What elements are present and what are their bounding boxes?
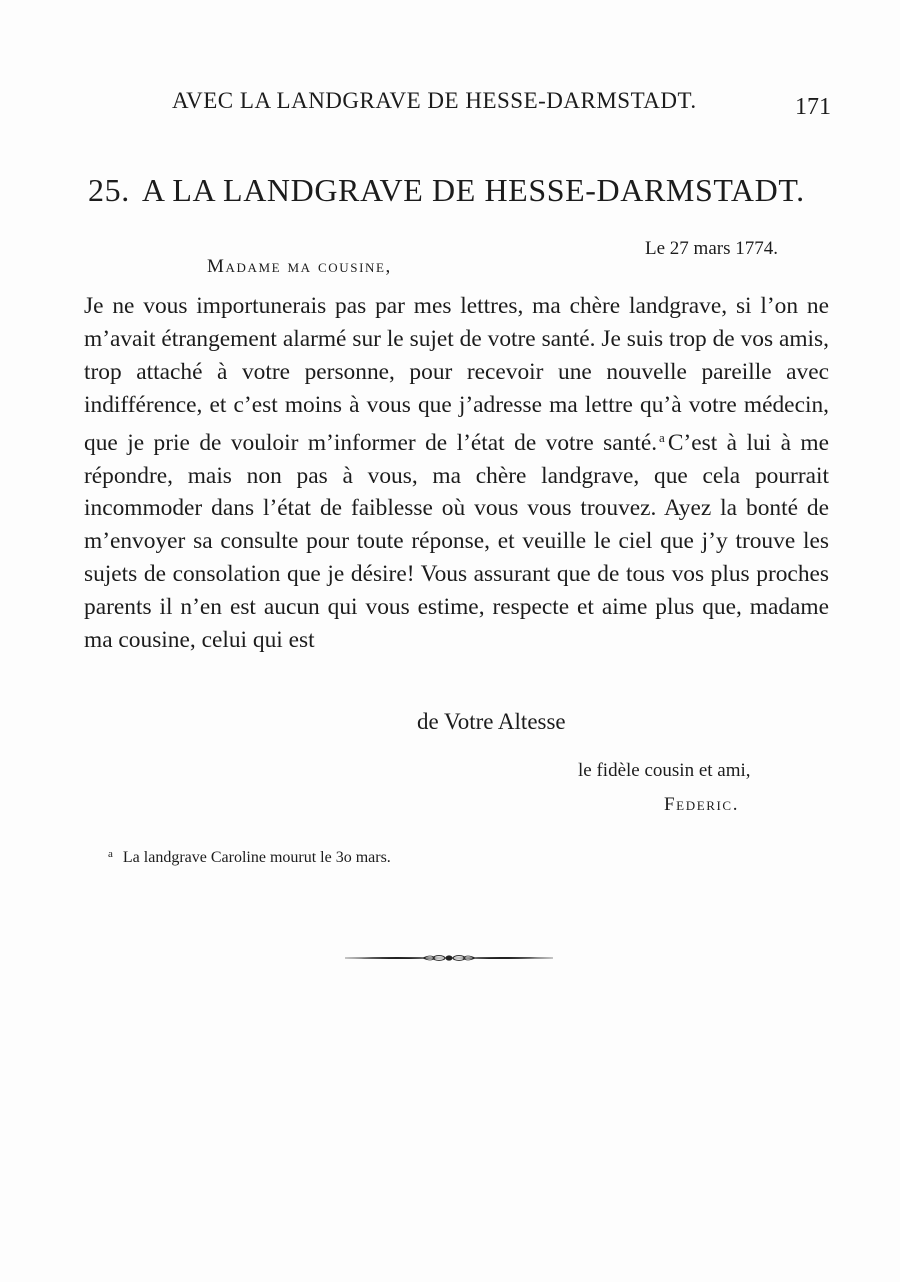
- salutation: Madame ma cousine,: [207, 256, 392, 277]
- footnote-reference: a: [659, 429, 665, 445]
- ornament-divider-icon: [343, 950, 555, 966]
- page-number: 171: [795, 94, 831, 120]
- running-head: AVEC LA LANDGRAVE DE HESSE-DARMSTADT.: [172, 88, 697, 113]
- signature: Federic.: [664, 794, 740, 815]
- closing-line: de Votre Altesse: [417, 709, 566, 734]
- letter-body-part-1: Je ne vous importunerais pas par mes lettres, ma chère landgrave, si l’on ne m’avait étrangement alarmé sur le sujet de votre santé. Je suis trop de vos amis, trop attaché à votre personne, pour recevoir une nouvelle pareille avec indifférence, et c’est moins à vous que j’adresse ma lettre qu’à votre médecin, que je prie de vouloir m’informer de l’état de votre santé.: [84, 293, 829, 456]
- letter-body: [84, 290, 829, 657]
- footnote-text: La landgrave Caroline mourut le 3o mars.: [122, 849, 391, 866]
- letter-heading: [88, 172, 833, 209]
- letter-title: A LA LANDGRAVE DE HESSE-DARMSTADT.: [141, 172, 805, 208]
- footnote: [108, 848, 391, 867]
- letter-date: Le 27 mars 1774.: [645, 238, 778, 259]
- letter-body-part-2: C’est à lui à me répondre, mais non pas à vous, ma chère landgrave, que cela pourrait incommoder dans l’état de faiblesse où vous vous trouvez. Ayez la bonté de m’envoyer sa consulte pour toute réponse, et veuille le ciel que j’y trouve les sujets de consolation que je désire! Vous assurant que de tous vos plus proches parents il n’en est aucun qui vous estime, respecte et aime plus que, madame ma cousine, celui qui est: [84, 429, 829, 654]
- footnote-mark: a: [108, 848, 113, 860]
- signoff-line: le fidèle cousin et ami,: [578, 760, 751, 781]
- letter-number: 25.: [88, 172, 130, 208]
